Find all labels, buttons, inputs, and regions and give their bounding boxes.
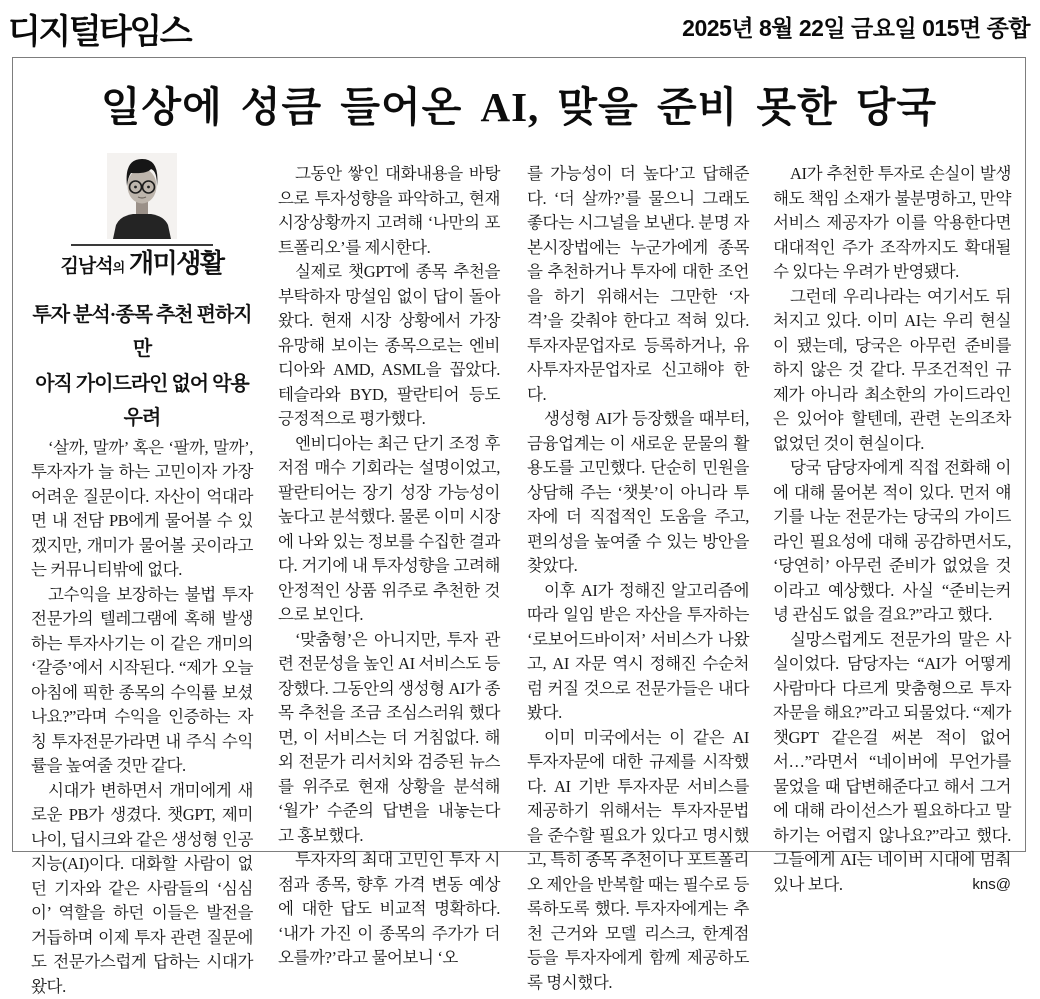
- paragraph: 시대가 변하면서 개미에게 새로운 PB가 생겼다. 챗GPT, 제미나이, 딥시크와 같은 생성형 인공지능(AI)이다. 대화할 사람이 없던 기자와 같은 사람들의 ‘심심이’ 역할을 하던 이들은 발전을 거듭하며 이제 투자 관련 질문에도 전문가스럽게 답하는 시대가 왔다.: [31, 779, 253, 999]
- paragraph-text: 실망스럽게도 전문가의 말은 사실이었다. 담당자는 “AI가 어떻게 사람마다 다르게 맞춤형으로 투자자문을 해요?”라고 되물었다. “제가 챗GPT 같은걸 써본 적이 없어서…”라면서 “네이버에 무언가를 물었을 때 답변해준다고 해서 그거에 대해 라이선스가 필요하다고 말하기는 어렵지 않나요?”라고 했다. 그들에게 AI는 네이버 시대에 멈춰 있나 보다.: [773, 630, 1011, 894]
- author-name: 김남석: [61, 256, 113, 277]
- paragraph: 엔비디아는 최근 단기 조정 후 저점 매수 기회라는 설명이었고, 팔란티어는 장기 성장 가능성이 높다고 분석했다. 물론 이미 시장에 나와 있는 정보를 수집한 결과다. 거기에 내 투자성향을 고려해 안정적인 상품 위주로 추천한 것으로 보인다.: [278, 432, 500, 628]
- paragraph: ‘맞춤형’은 아니지만, 투자 관련 전문성을 높인 AI 서비스도 등장했다. 그동안의 생성형 AI가 종목 추천을 조금 조심스러워 했다면, 이 서비스는 더 거침없다. 해외 전문가 리서치와 검증된 뉴스를 위주로 현재 상황을 분석해 ‘월가’ 수준의 답변을 내놓는다고 홍보했다.: [278, 628, 500, 849]
- byline-suffix: 의: [113, 260, 125, 275]
- byline: [31, 251, 253, 281]
- paragraph: AI가 추천한 투자로 손실이 발생해도 책임 소재가 불분명하고, 만약 서비스 제공자가 이를 악용한다면 대대적인 주가 조작까지도 확대될 수 있다는 우려가 반영됐다.: [773, 162, 1011, 285]
- paragraph-with-signoff: [773, 628, 1011, 898]
- paragraph: 실제로 챗GPT에 종목 추천을 부탁하자 망설임 없이 답이 돌아왔다. 현재 시장 상황에서 가장 유망해 보이는 종목으로는 엔비디아와 AMD, ASML을 꼽았다. 테슬라와 BYD, 팔란티어 등도 긍정적으로 평가했다.: [278, 260, 500, 432]
- paragraph: 이미 미국에서는 이 같은 AI 투자자문에 대한 규제를 시작했다. AI 기반 투자자문 서비스를 제공하기 위해서는 투자자문법을 준수할 필요가 있다고 명시했고, 특히 종목 추천이나 포트폴리오 제안을 반복할 때는 필수로 등록하도록 했다. 투자자에게는 추천 근거와 모델 리스크, 한계점 등을 투자자에게 함께 제공하도록 명시했다.: [527, 726, 749, 996]
- paragraph: 그동안 쌓인 대화내용을 바탕으로 투자성향을 파악하고, 현재 시장상황까지 고려해 ‘나만의 포트폴리오’를 제시한다.: [278, 162, 500, 260]
- paragraph: 당국 담당자에게 직접 전화해 이에 대해 물어본 적이 있다. 먼저 얘기를 나눈 전문가는 당국의 가이드라인 필요성에 대해 공감하면서도, ‘당연히’ 아무런 준비가 없었을 것이라고 예상했다. 사실 “준비는커녕 관심도 없을 걸요?”라고 했다.: [773, 456, 1011, 628]
- column-series-title: 개미생활: [129, 248, 223, 278]
- subhead-line: 투자 분석·종목 추천 편하지만: [31, 298, 253, 367]
- byline-divider: [71, 244, 213, 246]
- article-frame: [12, 57, 1026, 852]
- paragraph: 그런데 우리나라는 여기서도 뒤처지고 있다. 이미 AI는 우리 현실이 됐는데, 당국은 아무런 준비를 하지 않은 것 같다. 무조건적인 규제가 아니라 최소한의 가이드라인은 있어야 할텐데, 관련 논의조차 없었던 것이 현실이다.: [773, 285, 1011, 457]
- subhead-line: 아직 가이드라인 없어 악용 우려: [31, 367, 253, 436]
- paragraph: ‘살까, 말까’ 혹은 ‘팔까, 말까’, 투자자가 늘 하는 고민이자 가장 어려운 질문이다. 자산이 억대라면 내 전담 PB에게 물어볼 수 있겠지만, 개미가 물어볼 곳이라고는 커뮤니티밖에 없다.: [31, 436, 253, 583]
- column-3: [527, 162, 749, 995]
- reporter-signoff: kns@: [955, 873, 1011, 898]
- column-4: [773, 162, 1011, 897]
- column-2: [278, 162, 500, 971]
- column-author: [31, 151, 253, 999]
- paragraph: 생성형 AI가 등장했을 때부터, 금융업계는 이 새로운 문물의 활용도를 고민했다. 단순히 민원을 상담해 주는 ‘챗봇’이 아니라 투자에 더 직접적인 도움을 주고, 편의성을 높여줄 수 있는 방안을 찾았다.: [527, 407, 749, 579]
- newspaper-logo: 디지털타임스: [8, 4, 190, 53]
- subhead: [31, 298, 253, 436]
- article-headline: 일상에 성큼 들어온 AI, 맞을 준비 못한 당국: [23, 74, 1015, 133]
- paragraph-continuation: 를 가능성이 더 높다’고 답해준다. ‘더 살까?’를 물으니 그래도 좋다는 시그널을 보낸다. 분명 자본시장법에는 누군가에게 종목을 추천하거나 투자에 대한 조언을 하기 위해서는 그만한 ‘자격’을 갖춰야 한다고 적혀 있다. 투자자문업자로 등록하거나, 유사투자자문업자로 신고해야 한다.: [527, 162, 749, 407]
- paragraph: 투자자의 최대 고민인 투자 시점과 종목, 향후 가격 변동 예상에 대한 답도 비교적 명확하다. ‘내가 가진 이 종목의 주가가 더 오를까?’라고 물어보니 ‘오: [278, 848, 500, 971]
- paragraph: 고수익을 보장하는 불법 투자전문가의 텔레그램에 혹해 발생하는 투자사기는 이 같은 개미의 ‘갈증’에서 시작된다. “제가 오늘 아침에 픽한 종목의 수익률 보셨나요?”라며 수익을 인증하는 자칭 투자전문가라면 내 주식 수익률을 높여줄 것만 같다.: [31, 583, 253, 779]
- columnist-portrait-photo: [107, 153, 177, 239]
- paragraph: 이후 AI가 정해진 알고리즘에 따라 일임 받은 자산을 투자하는 ‘로보어드바이저’ 서비스가 나왔고, AI 자문 역시 정해진 수순처럼 커질 것으로 전문가들은 내다봤다.: [527, 579, 749, 726]
- edition-date: 2025년 8월 22일 금요일 015면 종합: [682, 10, 1030, 43]
